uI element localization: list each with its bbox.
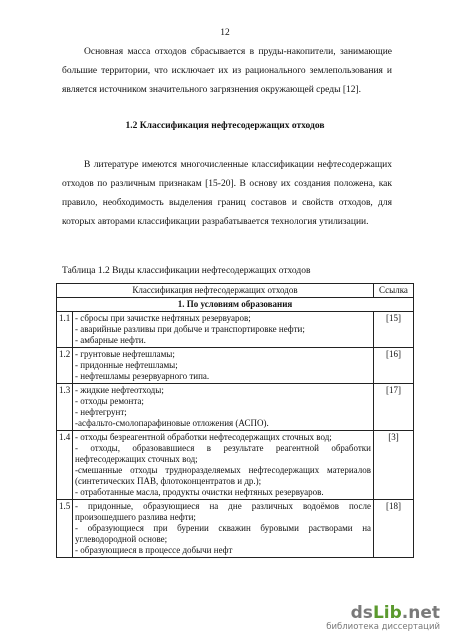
header-classification: Классификация нефтесодержащих отходов bbox=[57, 284, 374, 298]
description-line: - отходы, образовавшиеся в результате реагентной обработки нефтесодержащих сточных вод; bbox=[75, 443, 371, 464]
table-row bbox=[57, 500, 414, 558]
description-line: - нефтешламы резервуарного типа. bbox=[75, 371, 210, 381]
row-description bbox=[73, 431, 374, 500]
intro-paragraph: Основная масса отходов сбрасывается в пруды-накопители, занимающие большие территории, что исключает их из рационального землепользования и является источником значительного загрязнения окружающей среды [12]. bbox=[62, 47, 392, 95]
watermark-logo bbox=[326, 604, 440, 622]
description-line: - нефтегрунт; bbox=[75, 407, 127, 417]
description-line: - придонные, образующиеся на дне различных водоёмов после произошедшего разлива нефти; bbox=[75, 501, 371, 522]
table-body bbox=[57, 298, 414, 558]
row-number: 1.4 bbox=[57, 431, 73, 500]
description-line: - образующиеся при бурении скважин буровыми растворами на углеводородной основе; bbox=[75, 523, 371, 544]
description-line: - отходы безреагентной обработки нефтесодержащих сточных вод; bbox=[75, 432, 332, 442]
description-line: - отходы ремонта; bbox=[75, 396, 144, 406]
row-number: 1.5 bbox=[57, 500, 73, 558]
description-line: -асфальто-смолопарафиновые отложения (АСПО). bbox=[75, 418, 269, 428]
logo-suffix: .net bbox=[401, 603, 440, 623]
description-line: - сбросы при зачистке нефтяных резервуаров; bbox=[75, 313, 251, 323]
logo-mid: Lib bbox=[372, 603, 402, 623]
description-line: -смешанные отходы трудноразделяемых нефтесодержащих материалов (синтетических ПАВ, флотоконцентратов и др.); bbox=[75, 465, 371, 486]
table-caption: Таблица 1.2 Виды классификации нефтесодержащих отходов bbox=[62, 266, 311, 276]
group-title: 1. По условиям образования bbox=[57, 298, 414, 312]
row-reference: [17] bbox=[374, 384, 414, 431]
logo-prefix: ds bbox=[350, 603, 373, 623]
row-description bbox=[73, 348, 374, 384]
table-row bbox=[57, 384, 414, 431]
section-heading: 1.2 Классификация нефтесодержащих отходов bbox=[125, 121, 325, 131]
row-reference: [18] bbox=[374, 500, 414, 558]
table-row bbox=[57, 312, 414, 348]
watermark-subtitle: библиотека диссертаций bbox=[326, 622, 440, 632]
table-row bbox=[57, 348, 414, 384]
table-header-row bbox=[57, 284, 414, 298]
row-reference: [3] bbox=[374, 431, 414, 500]
row-description bbox=[73, 312, 374, 348]
row-number: 1.1 bbox=[57, 312, 73, 348]
row-description bbox=[73, 384, 374, 431]
row-number: 1.2 bbox=[57, 348, 73, 384]
description-line: - отработанные масла, продукты очистки нефтяных резервуаров. bbox=[75, 487, 324, 497]
description-line: - жидкие нефтеотходы; bbox=[75, 385, 164, 395]
classification-table bbox=[56, 283, 414, 558]
description-line: - аварийные разливы при добыче и транспортировке нефти; bbox=[75, 324, 305, 334]
row-reference: [16] bbox=[374, 348, 414, 384]
row-reference: [15] bbox=[374, 312, 414, 348]
body-paragraph: В литературе имеются многочисленные классификации нефтесодержащих отходов по различным признакам [15-20]. В основу их создания положена, как правило, необходимость выделения границ составов и свойств отходов, для которых авторами классификации разрабатывается технология утилизации. bbox=[62, 160, 392, 227]
page-number: 12 bbox=[220, 28, 230, 38]
description-line: - грунтовые нефтешламы; bbox=[75, 349, 175, 359]
header-ref: Ссылка bbox=[374, 284, 414, 298]
row-description bbox=[73, 500, 374, 558]
watermark bbox=[326, 604, 440, 632]
row-number: 1.3 bbox=[57, 384, 73, 431]
description-line: - придонные нефтешламы; bbox=[75, 360, 178, 370]
description-line: - амбарные нефти. bbox=[75, 335, 146, 345]
table-row bbox=[57, 431, 414, 500]
group-row bbox=[57, 298, 414, 312]
description-line: - образующиеся в процессе добычи нефт bbox=[75, 545, 233, 555]
